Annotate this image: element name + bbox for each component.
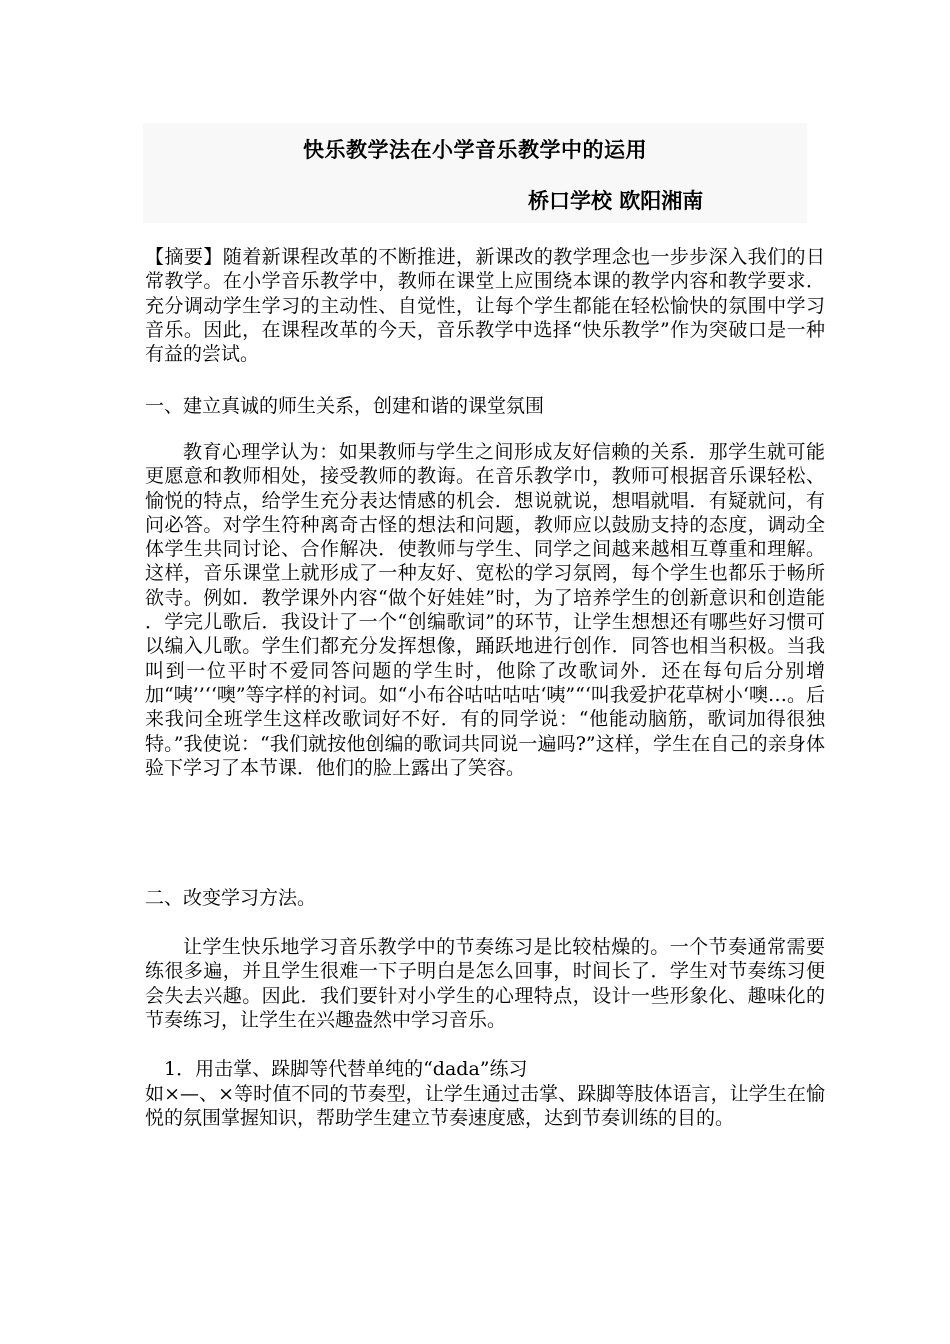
- item-1-paragraph: 如×—、×等时值不同的节奏型，让学生通过击掌、跺脚等肢体语言，让学生在愉悦的氛围掌握知识，帮助学生建立节奏速度感，达到节奏训练的目的。: [145, 1083, 825, 1130]
- title-band: [143, 123, 807, 223]
- document-title: 快乐教学法在小学音乐教学中的运用: [303, 138, 647, 162]
- author-line: 桥口学校 欧阳湘南: [528, 189, 704, 213]
- section-1-paragraph: 教育心理学认为：如果教师与学生之间形成友好信赖的关系．那学生就可能更愿意和教师相处，接受教师的教诲。在音乐教学巾，教师可根据音乐课轻松、愉悦的特点，给学生充分表达情感的机会．想说就说，想唱就唱．有疑就问，有问必答。对学生符种离奇古怪的想法和问题，教师应以鼓励支持的态度，调动全体学生共同讨论、合作解决．使教师与学生、同学之间越来越相互尊重和理解。这样，音乐课堂上就形成了一种友好、宽松的学习氛罔，每个学生也都乐于畅所欲寺。例如．教学课外内容“做个好娃娃”时，为了培养学生的创新意识和创造能 ．学完儿歌后．我设计了一个“创编歌词”的环节，让学生想想还有哪些好习惯可以编入儿歌。学生们都充分发挥想像，踊跃地进行创作．同答也相当积极。当我叫到一位平时不爱同答问题的学生时，他除了改歌词外．还在每句后分别增加“咦’’‘‘噢”等字样的衬词。如“小布谷咕咕咕咕‘咦”“‘叫我爱护花草树小‘噢…。后来我问全班学生这样改歌词好不好．有的同学说：“他能动脑筋，歌词加得很独特。”我使说：“我们就按他创编的歌词共同说一遍吗?”这样，学生在自己的亲身体验下学习了本节课．他们的脸上露出了笑容。: [145, 441, 825, 779]
- section-2-heading: 二、改变学习方法。: [145, 887, 317, 909]
- item-1-heading: 1．用击掌、跺脚等代替单纯的“dada”练习: [145, 1058, 528, 1080]
- section-2-paragraph: 让学生快乐地学习音乐教学中的节奏练习是比较枯燥的。一个节奏通常需要练很多遍，并且学生很难一下子明白是怎么回事，时间长了．学生对节奏练习便会失去兴趣。因此．我们要针对小学生的心理特点，设计一些形象化、趣味化的节奏练习，让学生在兴趣盎然中学习音乐。: [145, 936, 825, 1031]
- section-1-heading: 一、建立真诚的师生关系，创建和谐的课堂氛围: [145, 395, 545, 417]
- abstract-paragraph: 【摘要】随着新课程改革的不断推进，新课改的教学理念也一步步深入我们的日常教学。在小学音乐教学中，教师在课堂上应围绕本课的教学内容和教学要求．充分调动学生学习的主动性、自觉性，让每个学生都能在轻松愉快的氛围中学习音乐。因此，在课程改革的今天，音乐教学中选择“快乐教学”作为突破口是一种有益的尝试。: [145, 246, 825, 366]
